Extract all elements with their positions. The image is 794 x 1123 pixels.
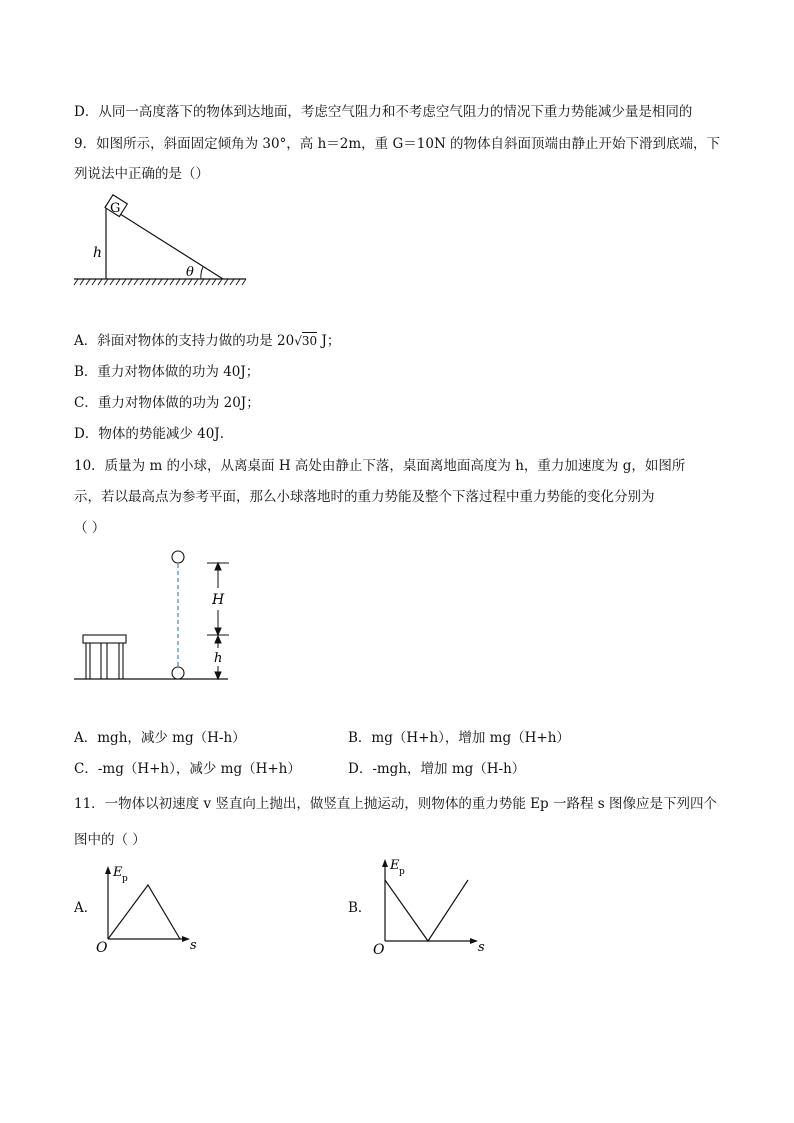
graph-b-y-axis-sub: p: [399, 867, 405, 877]
q10-option-c: C．-mg（H+h），减少 mg（H+h）: [74, 761, 301, 777]
label-upper-h: H: [212, 592, 225, 608]
q10-option-b: B．mg（H+h），增加 mg（H+h）: [348, 730, 570, 746]
graph-b-y-axis-label: E: [390, 858, 400, 873]
q10-stem-line3: （ ）: [74, 520, 106, 536]
q9-option-c: C．重力对物体做的功为 20J；: [74, 395, 260, 411]
block-g-label: G: [110, 201, 121, 216]
graph-b-origin-label: O: [373, 942, 385, 958]
q9-option-b: B．重力对物体做的功为 40J；: [74, 364, 260, 380]
height-label-h: h: [93, 245, 103, 261]
angle-label-theta: θ: [186, 265, 194, 280]
graph-a-x-axis-label: s: [190, 938, 197, 953]
q9-option-a-unit: J；: [317, 333, 341, 349]
q10-option-d: D．-mgh，增加 mg（H-h）: [348, 761, 526, 777]
label-lower-h: h: [214, 651, 223, 666]
q10-option-a: A．mgh，减少 mg（H-h）: [74, 730, 246, 746]
q11-stem-line2: 图中的（ ）: [74, 832, 146, 848]
q9-option-a-radicand: 30: [301, 334, 318, 348]
graph-a-y-axis-sub: p: [122, 874, 128, 884]
q10-stem-line1: 10．质量为 m 的小球，从离桌面 H 高处由静止下落，桌面离地面高度为 h，重力加速度为 g，如图所: [74, 458, 686, 474]
q9-option-a-text: A．斜面对物体的支持力做的功是 20: [74, 333, 295, 349]
q11-graph-a-label: A．: [74, 900, 98, 916]
q9-stem-line1: 9．如图所示，斜面固定倾角为 30°，高 h＝2m，重 G＝10N 的物体自斜面顶端由静止开始下滑到底端，下: [74, 136, 721, 152]
graph-a-origin-label: O: [96, 940, 108, 956]
q9-stem-line2: 列说法中正确的是（）: [74, 166, 209, 182]
q11-graph-b-label: B．: [348, 900, 372, 916]
q10-stem-line2: 示，若以最高点为参考平面，那么小球落地时的重力势能及整个下落过程中重力势能的变化分别为: [74, 489, 655, 505]
graph-b-x-axis-label: s: [478, 940, 485, 955]
q9-option-d: D．物体的势能减少 40J．: [74, 426, 234, 442]
graph-a-y-axis-label: E: [113, 865, 123, 880]
graph-b-curve: [385, 880, 468, 941]
q8-option-d: D．从同一高度落下的物体到达地面，考虑空气阻力和不考虑空气阻力的情况下重力势能减少量是相同的: [74, 104, 693, 120]
q11-stem-line1: 11．一物体以初速度 v 竖直向上抛出，做竖直上抛运动，则物体的重力势能 Ep 一路程 s 图像应是下列四个: [74, 796, 717, 812]
sqrt-sign: √: [294, 334, 302, 348]
